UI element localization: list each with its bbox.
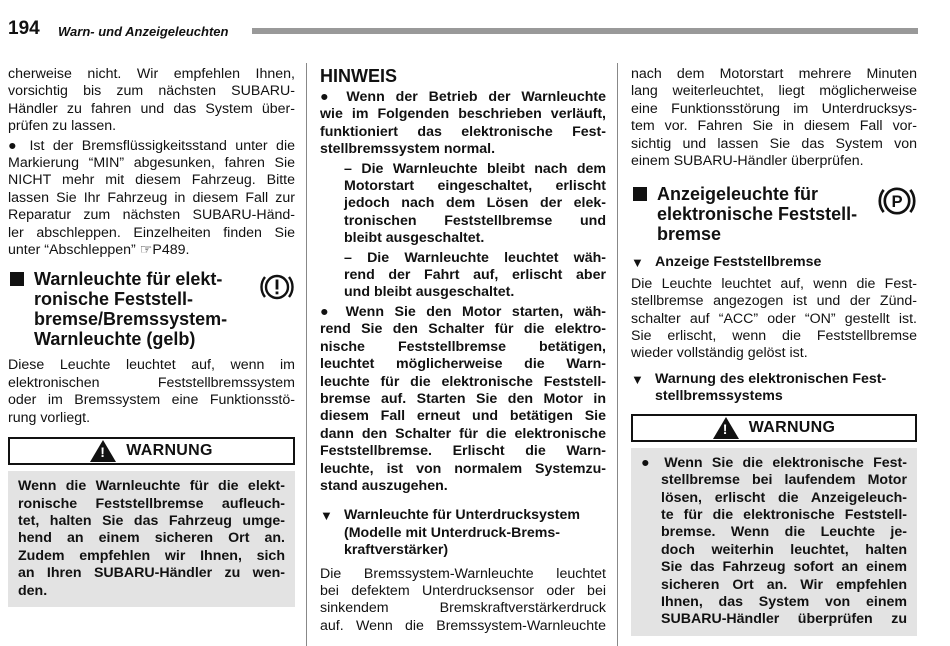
text-line: wieder vollständig gelöst ist. bbox=[631, 345, 808, 362]
text-line: elektronischen Feststellbremssystem bbox=[8, 374, 295, 391]
text-line: nische Feststellbremse betätigen, bbox=[320, 338, 606, 355]
text-line: bremse. Wenn die Leuchte je- bbox=[661, 524, 907, 541]
paragraph bbox=[631, 66, 917, 170]
text-line: Diese Leuchte leuchtet auf, wenn im bbox=[8, 357, 295, 374]
text-line: tronischen Feststellbremse und bbox=[344, 212, 606, 229]
text-line: Ihnen, das System von einem bbox=[661, 593, 907, 610]
text-line: stellbremse angezogen ist und der Zünd- bbox=[631, 293, 917, 310]
parking-brake-indicator-icon bbox=[877, 181, 917, 221]
text-line: rend Sie den Schalter für die elektro- bbox=[320, 321, 606, 338]
subheading bbox=[631, 254, 917, 271]
heading-line: elektronische Feststell- bbox=[657, 204, 858, 225]
page-header bbox=[8, 18, 918, 40]
text-line: kraftverstärker) bbox=[344, 542, 449, 559]
text-line: leuchte, ist von normalem Systemzu- bbox=[320, 460, 606, 477]
text-line: Reparatur zum nächsten SUBARU-Händ- bbox=[8, 207, 295, 224]
column-divider bbox=[306, 63, 307, 646]
text-line: SUBARU-Händler überprüfen zu bbox=[661, 611, 907, 628]
text-line: stellbremssystem normal. bbox=[320, 141, 496, 158]
text-line: jedoch nach dem Lösen der elek- bbox=[344, 195, 606, 212]
text-line: stellbremssystems bbox=[655, 388, 783, 405]
text-line: den. bbox=[18, 582, 48, 599]
warning-box bbox=[631, 448, 917, 636]
text-line: rend der Fahrt auf, erlischt aber bbox=[344, 267, 606, 284]
text-line: leuchtet möglicherweise die Warn- bbox=[320, 356, 606, 373]
paragraph bbox=[8, 66, 295, 136]
text-line: vorsichtig bis zum nächsten SUBARU- bbox=[8, 83, 295, 100]
section-heading bbox=[8, 269, 295, 349]
text-line: Sie das Fahrzeug sofort an einem bbox=[661, 559, 907, 576]
column-2 bbox=[320, 66, 606, 635]
text-line: ● Wenn Sie den Motor starten, wäh- bbox=[320, 303, 606, 320]
text-line: Sie erlischt, wenn die Feststellbremse bbox=[631, 328, 917, 345]
note-paragraph bbox=[320, 89, 606, 159]
text-line: einem SUBARU-Händler überprüfen. bbox=[631, 153, 864, 170]
text-line: tem vor. Fahren Sie in diesem Fall vor- bbox=[631, 118, 917, 135]
paragraph bbox=[8, 357, 295, 427]
text-line: hend an einem sicheren Ort an. bbox=[18, 530, 285, 547]
text-line: sichtig und lassen Sie das System von bbox=[631, 135, 917, 152]
text-line: funktioniert das elektronische Fest- bbox=[320, 123, 606, 140]
text-line: ● Wenn der Betrieb der Warnleuchte bbox=[320, 89, 606, 105]
heading-line: Warnleuchte (gelb) bbox=[34, 329, 196, 350]
text-line: bremse auf. Starten Sie den Motor in bbox=[320, 390, 606, 407]
square-bullet-icon bbox=[633, 187, 647, 201]
text-line: Motorstart eingeschaltet, erlischt bbox=[344, 178, 606, 195]
text-line: te für die elektronische Feststell- bbox=[661, 506, 907, 523]
text-line: Feststellbremse. Erlischt die Warn- bbox=[320, 443, 606, 460]
triangle-down-icon: ▼ bbox=[631, 255, 644, 271]
text-line: Händler zu fahren und das System über- bbox=[8, 100, 295, 117]
text-line: nach dem Motorstart mehrere Minuten bbox=[631, 66, 917, 82]
text-line: Warnung des elektronischen Fest- bbox=[655, 370, 887, 387]
text-line: – Die Warnleuchte leuchtet wäh- bbox=[344, 249, 606, 266]
header-rule bbox=[252, 28, 918, 34]
text-line: diesem Fall erneut und betätigen Sie bbox=[320, 408, 606, 425]
paragraph bbox=[631, 276, 917, 363]
heading-line: bremse/Bremssystem- bbox=[34, 309, 228, 330]
text-line: stand auszugehen. bbox=[320, 477, 448, 494]
page-number: 194 bbox=[8, 18, 40, 39]
text-line: Wenn die Warnleuchte für die elekt- bbox=[18, 478, 285, 495]
text-line: ronische Feststellbremse aufleuch- bbox=[18, 495, 285, 512]
text-line: und bleibt ausgeschaltet. bbox=[344, 284, 515, 301]
text-line: Zudem empfehlen wir Ihnen, sich bbox=[18, 547, 285, 564]
chapter-title: Warn- und Anzeigeleuchten bbox=[58, 24, 229, 39]
text-line: sinkendem Bremskraftverstärkerdruck bbox=[320, 600, 606, 617]
text-line: ler abschleppen. Einzelheiten finden Sie bbox=[8, 224, 295, 241]
text-line: oder im Bremssystem eine Funktionsstö- bbox=[8, 392, 295, 409]
text-line: leuchte für die elektronische Feststell- bbox=[320, 373, 606, 390]
text-line: Die Leuchte leuchtet auf, wenn die Fest- bbox=[631, 275, 917, 292]
warning-label: WARNUNG bbox=[748, 418, 836, 436]
triangle-down-icon: ▼ bbox=[631, 371, 644, 387]
text-line: (Modelle mit Unterdruck-Brems- bbox=[344, 524, 560, 541]
text-line: sicheren Ort an. Wir empfehlen bbox=[661, 576, 907, 593]
warning-box bbox=[8, 471, 295, 607]
square-bullet-icon bbox=[10, 272, 24, 286]
text-line: unter “Abschleppen” ☞P489. bbox=[8, 242, 190, 259]
heading-line: bremse bbox=[657, 224, 722, 245]
text-line: lösen, erlischt die Anzeigeleuch- bbox=[661, 489, 907, 506]
text-line: bei defektem Unterdrucksensor oder bei bbox=[320, 582, 606, 599]
subheading bbox=[631, 371, 917, 406]
text-line: – Die Warnleuchte bleibt nach dem bbox=[344, 160, 606, 177]
warning-banner bbox=[631, 414, 917, 442]
text-line: rung vorliegt. bbox=[8, 409, 91, 426]
column-3 bbox=[631, 66, 917, 636]
text-line: schalter auf “ACC” oder “ON” gestellt ist. bbox=[631, 310, 917, 327]
heading-line: Anzeigeleuchte für bbox=[657, 184, 819, 205]
text-line: eine Funktionsstörung im Unterdrucksys- bbox=[631, 100, 917, 117]
brake-warning-icon bbox=[259, 269, 295, 305]
text-line: auf. Wenn die Bremssystem-Warnleuchte bbox=[320, 617, 606, 634]
warning-triangle-icon: ! bbox=[90, 440, 116, 462]
note-sub-item bbox=[320, 161, 606, 248]
text-line: NICHT mehr mit diesem Fahrzeug. Bitte bbox=[8, 172, 295, 189]
text-line: wie im Folgenden beschrieben verläuft, bbox=[320, 106, 606, 123]
text-line: lassen Sie Ihr Fahrzeug in diesem Fall zur bbox=[8, 189, 295, 206]
icon-letter: P bbox=[891, 192, 903, 212]
triangle-down-icon: ▼ bbox=[320, 508, 333, 524]
column-divider bbox=[617, 63, 618, 646]
warning-triangle-icon: ! bbox=[713, 417, 739, 439]
note-paragraph bbox=[320, 304, 606, 495]
note-heading: HINWEIS bbox=[320, 66, 398, 86]
paragraph bbox=[8, 138, 295, 260]
heading-line: Warnleuchte für elekt- bbox=[34, 269, 223, 290]
warning-banner bbox=[8, 437, 295, 465]
column-1 bbox=[8, 66, 295, 607]
warning-label: WARNUNG bbox=[126, 442, 213, 460]
heading-line: ronische Feststell- bbox=[34, 289, 194, 310]
text-line: Anzeige Feststellbremse bbox=[655, 254, 822, 271]
text-line: Markierung “MIN” abgesunken, fahren Sie bbox=[8, 155, 295, 172]
note-sub-item bbox=[320, 250, 606, 302]
text-line: ● Wenn Sie die elektronische Fest- bbox=[641, 454, 907, 471]
text-line: stellbremse bei laufendem Motor bbox=[661, 472, 907, 489]
text-line: lang weiterleuchtet, liegt möglicherweise bbox=[631, 83, 917, 100]
subheading bbox=[320, 507, 606, 559]
text-line: ● Ist der Bremsflüssigkeitsstand unter die bbox=[8, 137, 295, 154]
text-line: prüfen zu lassen. bbox=[8, 118, 117, 135]
text-line: dann den Schalter für die elektronische bbox=[320, 425, 606, 442]
text-line: Die Bremssystem-Warnleuchte leuchtet bbox=[320, 565, 606, 582]
text-line: doch weiterhin leuchtet, halten bbox=[661, 541, 907, 558]
text-line: tet, halten Sie das Fahrzeug umge- bbox=[18, 512, 285, 529]
paragraph bbox=[320, 566, 606, 636]
text-line: cherweise nicht. Wir empfehlen Ihnen, bbox=[8, 66, 295, 82]
text-line: Warnleuchte für Unterdrucksystem bbox=[344, 507, 580, 524]
text-line: an Ihren SUBARU-Händler zu wen- bbox=[18, 565, 285, 582]
section-heading bbox=[631, 184, 917, 244]
text-line: bleibt ausgeschaltet. bbox=[344, 230, 485, 247]
